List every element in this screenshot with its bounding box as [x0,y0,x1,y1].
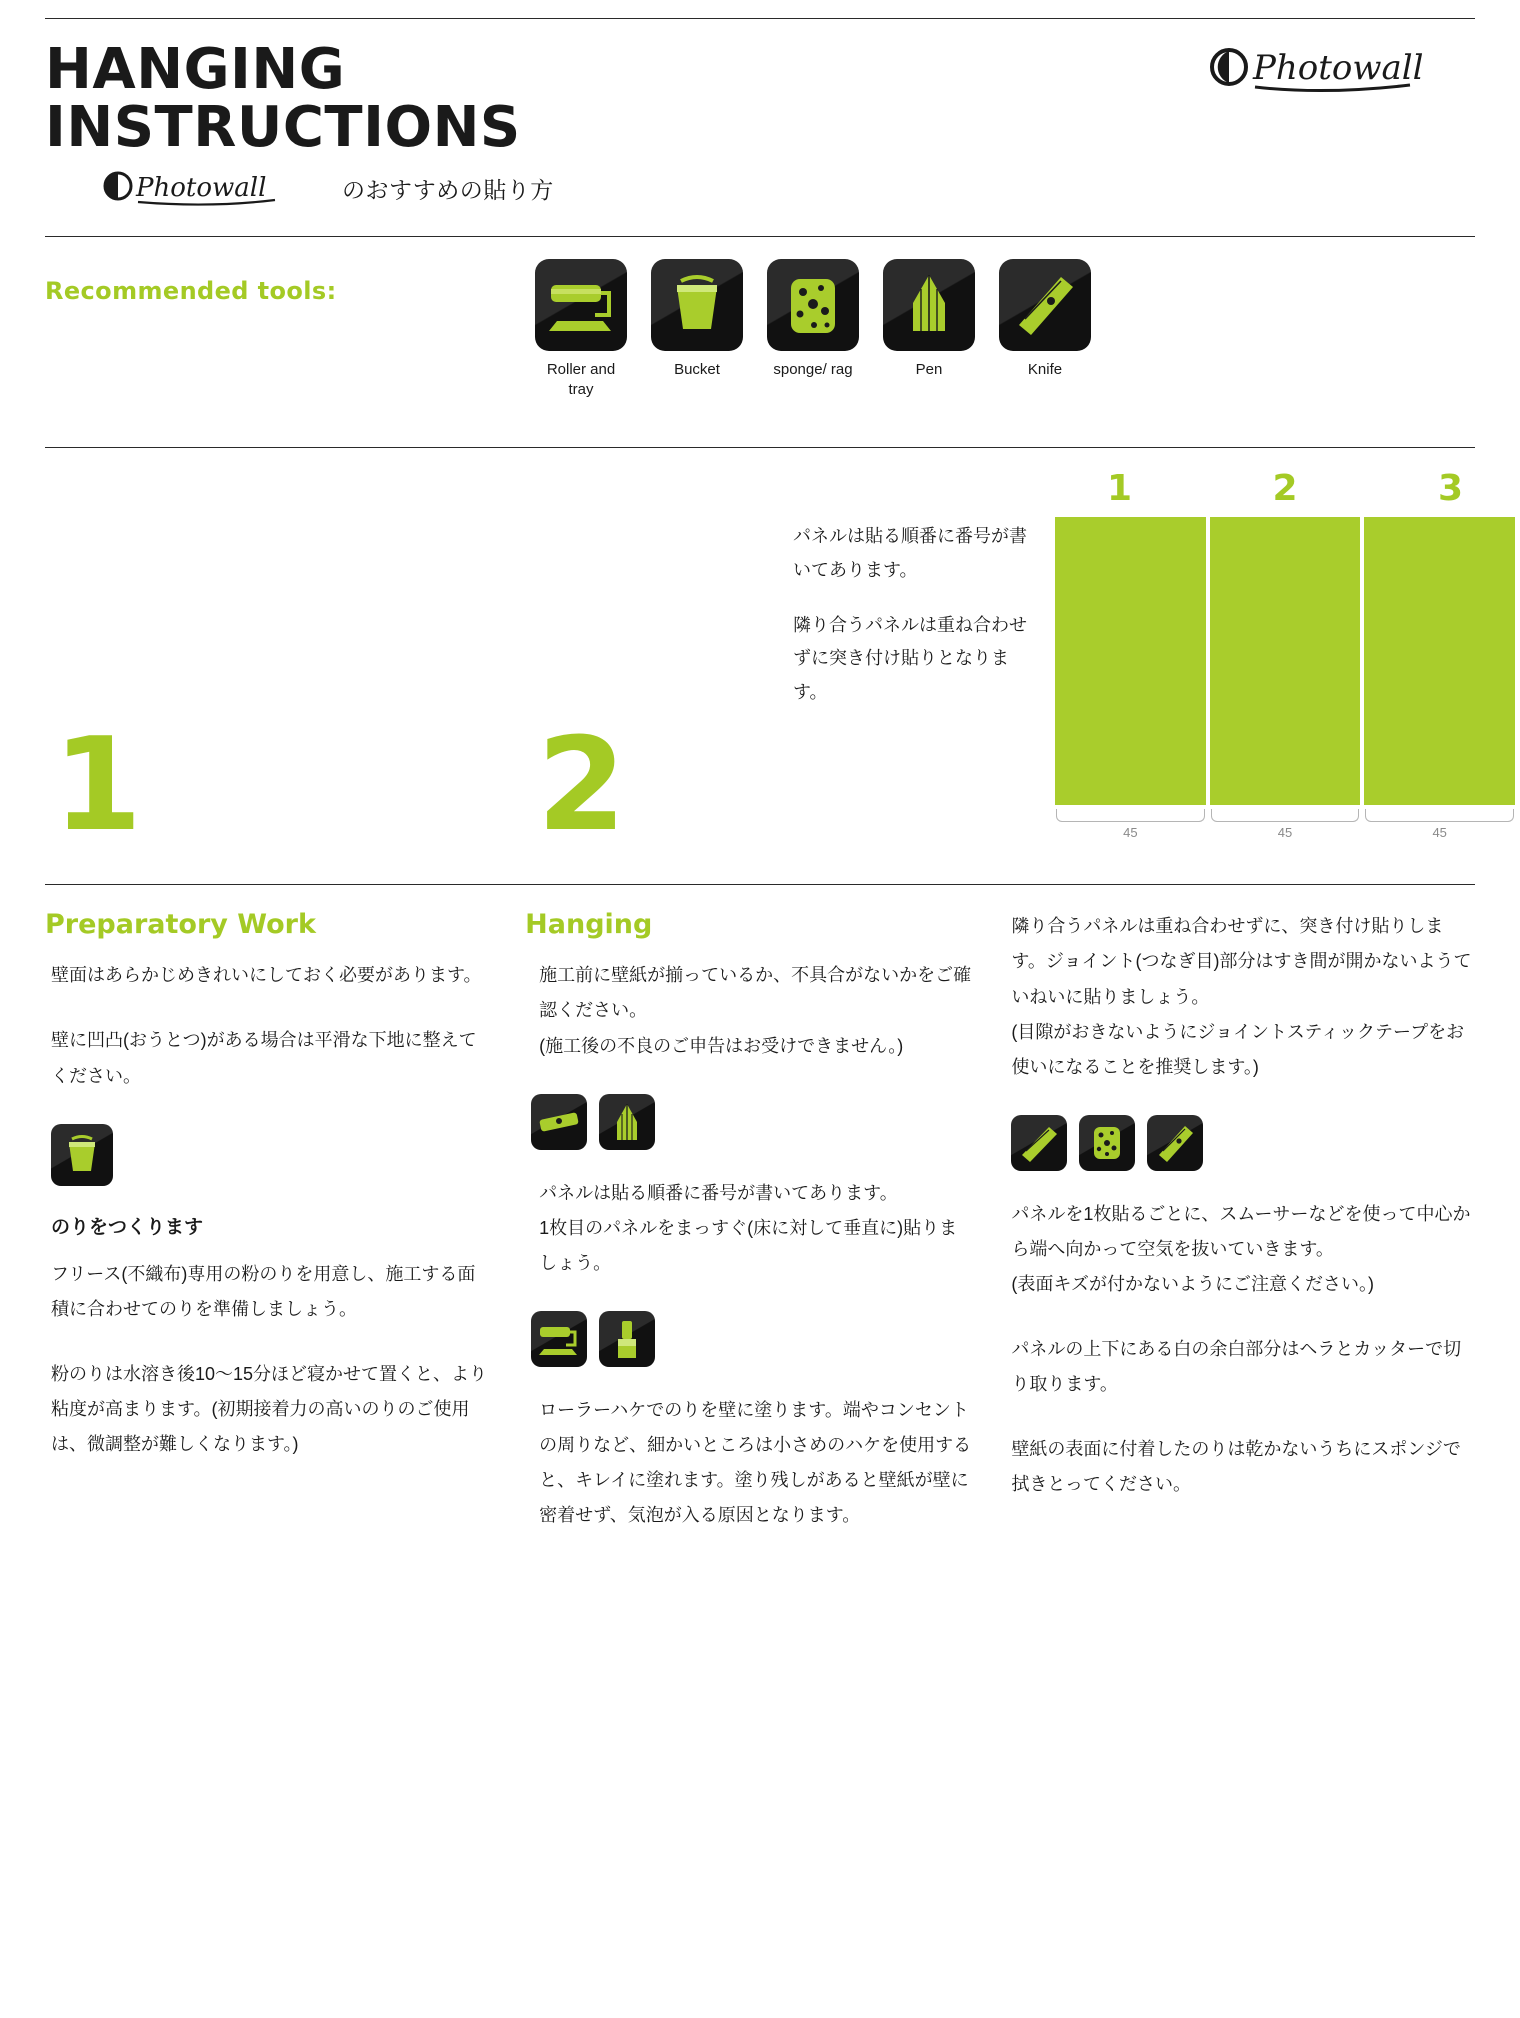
pen-icon [599,1094,655,1150]
step-number-2: 2 [537,711,627,861]
tool-list [535,259,1091,399]
tool-item [535,259,627,399]
knife-icon [999,259,1091,351]
panel-strips [1055,517,1515,805]
column-joining [1005,909,1475,1563]
panel-number: 2 [1272,468,1298,510]
tool-caption: Roller and tray [546,361,616,398]
tool-caption: sponge/ rag [773,361,853,379]
panel-measure-row [1055,809,1515,840]
subtitle-text: のおすすめの貼り方 [342,176,554,203]
title-line-2: INSTRUCTIONS [45,94,521,160]
column-preparatory-work [45,909,525,1563]
panel-note [793,520,1043,730]
hanging-text-1b: (施工後の不良のご申告はお受けできません。) [539,1035,904,1056]
column-title: Hanging [525,909,653,941]
sponge-icon [767,259,859,351]
tool-caption: Knife [1027,361,1063,379]
tool-item [767,259,859,399]
instruction-sheet [0,18,1520,2018]
svg-text:Photowall: Photowall [1253,48,1424,88]
photowall-logo-icon [1205,43,1475,101]
prep-icon-group [51,1124,491,1186]
brush-icon [599,1311,655,1367]
hanging-text-2b: 1枚目のパネルをまっすぐ(床に対して垂直に)貼りましょう。 [539,1217,958,1273]
roller-icon [535,259,627,351]
panel-diagram [1055,468,1515,840]
panel-number: 3 [1437,468,1463,510]
bucket-icon [651,259,743,351]
tool-caption: Pen [915,361,943,379]
panel-number-row [1055,468,1515,509]
hanging-icon-group-b [531,1311,971,1367]
joining-icon-group [1011,1115,1475,1171]
svg-text:Photowall: Photowall [136,173,267,204]
subtitle-row [100,168,1475,208]
hanging-text-1: 施工前に壁紙が揃っているか、不具合がないかをご確認ください。 [539,965,972,1021]
column-title: Preparatory Work [45,909,316,941]
prep-subhead: のりをつくります [51,1215,204,1238]
tool-item [883,259,975,399]
recommended-tools-label: Recommended tools: [45,277,337,306]
panel-note-p1: パネルは貼る順番に番号が書いてあります。 [793,526,1027,580]
prep-text-4: 粉のりは水溶き後10〜15分ほど寝かせて置くと、より粘度が高まります。(初期接着力の高いのりのご使用は、微調整が難しくなります。) [51,1363,488,1454]
middle-section [45,448,1475,868]
pen-icon [883,259,975,351]
panel-number: 1 [1107,468,1133,510]
panel-strip [1055,517,1206,805]
hanging-text-3: ローラーハケでのりを壁に塗ります。端やコンセントの周りなど、細かいところは小さめのハケを使用すると、キレイに塗れます。塗り残しがあると壁紙が壁に密着せず、気泡が入る原因となります。 [539,1399,972,1526]
level-icon [531,1094,587,1150]
joining-text-4: 壁紙の表面に付着したのりは乾かないうちにスポンジで拭きとってください。 [1011,1439,1461,1495]
panel-strip [1210,517,1361,805]
prep-text-2: 壁に凹凸(おうとつ)がある場合は平滑な下地に整えてください。 [51,1030,477,1086]
instruction-columns [45,885,1475,1563]
hanging-icon-group-a [531,1094,971,1150]
column-hanging [525,909,1005,1563]
panel-strip [1364,517,1515,805]
roller-icon [531,1311,587,1367]
prep-text-1: 壁面はあらかじめきれいにしておく必要があります。 [51,965,482,986]
step-number-1: 1 [53,711,143,861]
recommended-tools-section [45,237,1475,399]
joining-text-2b: (表面キズが付かないようにご注意ください。) [1011,1274,1374,1294]
header [45,19,1475,208]
tool-caption: Bucket [674,361,720,379]
panel-width-label: 45 [1210,809,1361,840]
knife-icon [1147,1115,1203,1171]
bucket-icon [51,1124,113,1186]
joining-text-1: 隣り合うパネルは重ね合わせずに、突き付け貼りします。ジョイント(つなぎ目)部分はすき間が開かないようていねいに貼りましょう。 [1011,916,1472,1007]
tool-item [651,259,743,399]
joining-text-3: パネルの上下にある白の余白部分はヘラとカッターで切り取ります。 [1011,1339,1462,1395]
panel-width-label: 45 [1055,809,1206,840]
sponge-icon [1079,1115,1135,1171]
title-line-1: HANGING [45,37,346,102]
prep-text-3: フリース(不織布)専用の粉のりを用意し、施工する面積に合わせてのりを準備しましょう。 [51,1263,476,1319]
panel-note-p2: 隣り合うパネルは重ね合わせずに突き付け貼りとなります。 [793,614,1027,702]
photowall-logo-small-icon [100,168,328,208]
joining-text-1b: (目隙がおきないようにジョイントスティックテープをお使いになることを推奨します。) [1011,1021,1465,1077]
joining-text-2: パネルを1枚貼るごとに、スムーサーなどを使って中心から端へ向かって空気を抜いていきます。 [1011,1203,1471,1259]
tool-item [999,259,1091,399]
panel-width-label: 45 [1364,809,1515,840]
hanging-text-2: パネルは貼る順番に番号が書いてあります。 [539,1182,898,1203]
smoother-icon [1011,1115,1067,1171]
